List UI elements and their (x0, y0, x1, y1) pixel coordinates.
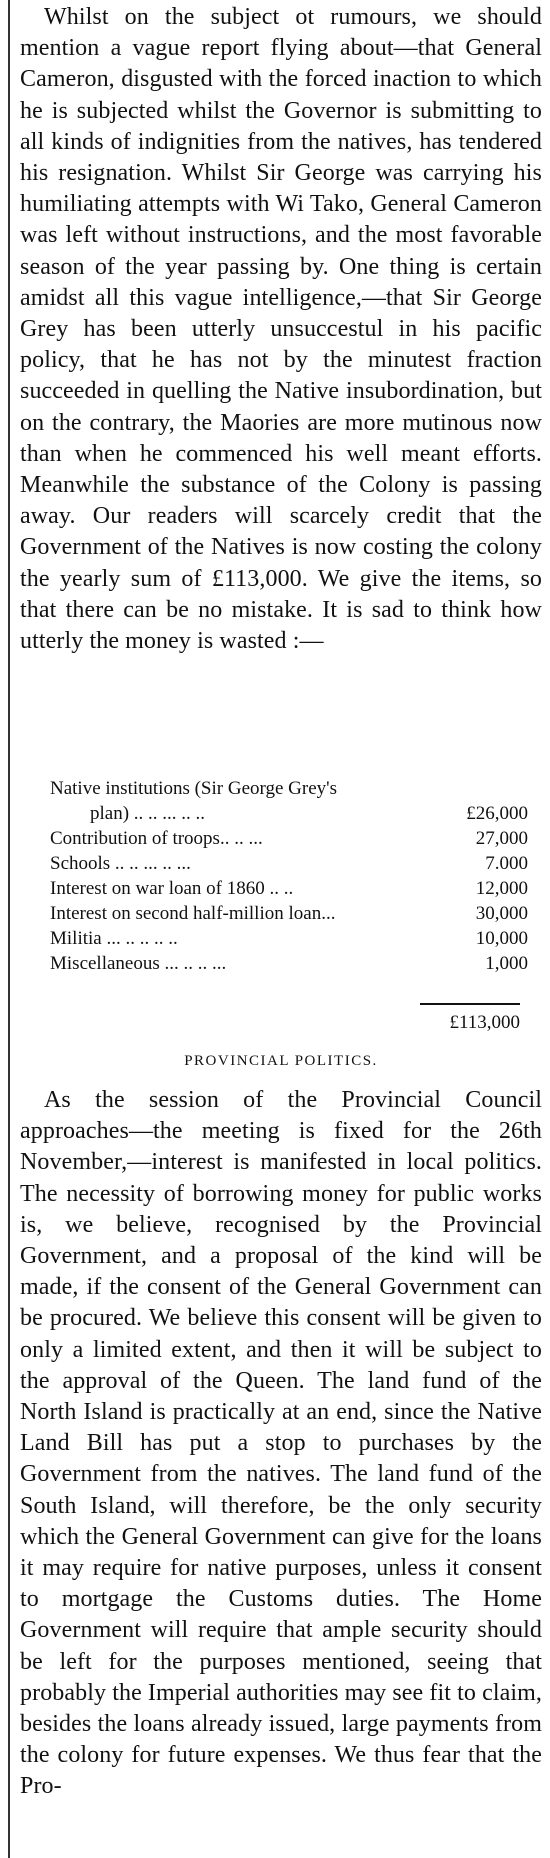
table-row (50, 851, 528, 876)
article-paragraph-rumours: Whilst on the subject ot rumours, we should mention a vague report flying about—that General Cameron, disgusted with the forced inaction to which he is subjected whilst the Governor is submitting to all kinds of indignities from the natives, has tendered his resignation. Whilst Sir George was carrying his humiliating attempts with Wi Tako, General Cameron was left without instructions, and the most favorable season of the year passing by. One thing is certain amidst all this vague intelligence,—that Sir George Grey has been utterly unsuccestul in his pacific policy, that he has not by the minutest fraction succeeded in quelling the Native insubordination, but on the contrary, the Maories are more mutinous now than when he commenced his well meant efforts. Meanwhile the substance of the Colony is passing away. Our readers will scarcely credit that the Government of the Natives is now costing the colony the yearly sum of £113,000. We give the items, so that there can be no mistake. It is sad to think how utterly the money is wasted :— (20, 4, 542, 655)
row-label: Schools .. .. ... .. ... (50, 853, 191, 874)
newspaper-column (8, 0, 548, 1858)
row-label: Contribution of troops.. .. ... (50, 828, 263, 849)
expense-table (50, 776, 528, 976)
row-amount: 7.000 (485, 853, 528, 874)
table-row (50, 876, 528, 901)
row-label: Miscellaneous ... .. .. ... (50, 953, 227, 974)
row-amount: 27,000 (475, 828, 528, 849)
row-amount: 1,000 (485, 953, 528, 974)
table-row (50, 901, 528, 926)
total-rule-divider (420, 1003, 520, 1005)
table-row (50, 801, 528, 826)
expense-total: £113,000 (449, 1012, 520, 1033)
row-label: Interest on war loan of 1860 .. .. (50, 878, 294, 899)
table-row (50, 776, 528, 801)
row-amount: £26,000 (466, 803, 528, 824)
row-amount: 30,000 (475, 903, 528, 924)
row-amount: 12,000 (475, 878, 528, 899)
table-row (50, 826, 528, 851)
row-label: plan) .. .. ... .. .. (90, 803, 206, 824)
section-heading: PROVINCIAL POLITICS. (184, 1053, 378, 1069)
row-label: Native institutions (Sir George Grey's (50, 778, 337, 799)
table-row (50, 951, 528, 976)
row-amount: 10,000 (475, 928, 528, 949)
table-row (50, 926, 528, 951)
row-label: Militia ... .. .. .. .. (50, 928, 178, 949)
row-label: Interest on second half-million loan... (50, 903, 336, 924)
article-paragraph-provincial-politics: As the session of the Provincial Council approaches—the meeting is fixed for the 26th November,—interest is manifested in local politics. The necessity of borrowing money for public works is, we believe, recognised by the Provincial Government, and a proposal of the kind will be made, if the consent of the General Government can be procured. We believe this consent will be given to only a limited extent, and then it will be subject to the approval of the Queen. The land fund of the North Island is practically at an end, since the Native Land Bill has put a stop to purchases by the Government from the natives. The land fund of the South Island, will therefore, be the only security which the General Government can give for the loans it may require for native purposes, unless it consent to mortgage the Customs duties. The Home Government will require that ample security should be left for the purposes mentioned, seeing that probably the Imperial authorities may see fit to claim, besides the loans already issued, large payments from the colony for future expenses. We thus fear that the Pro- (20, 1087, 543, 1800)
